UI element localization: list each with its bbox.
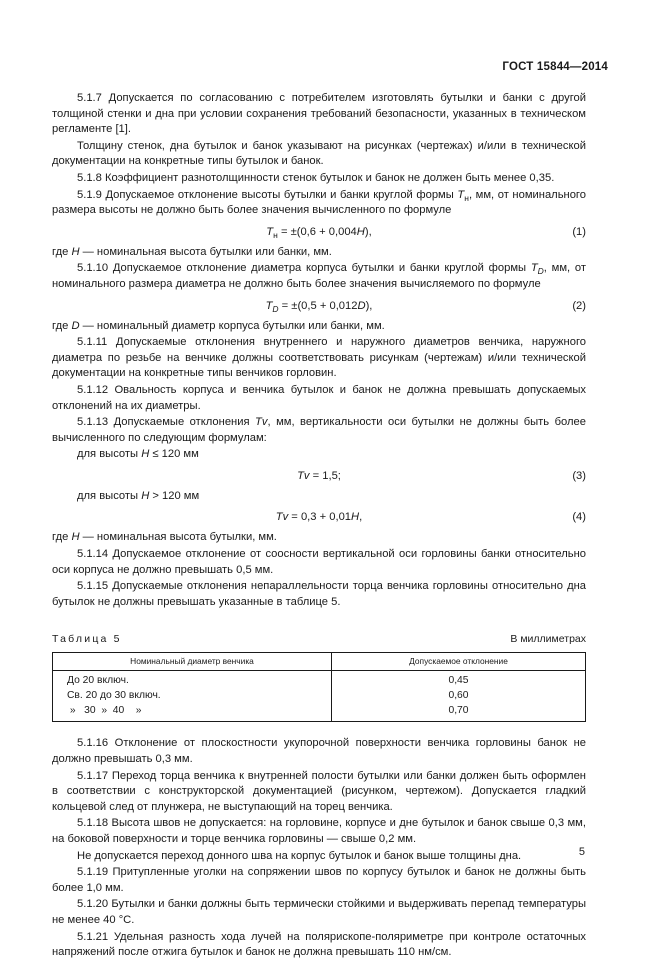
paragraph (52, 447, 586, 463)
text-run: 5.1.16 Отклонение от плоскостности укупорочной поверхности венчика горловины банок не должно превышать 0,3 мм. (52, 737, 586, 766)
formula (52, 223, 586, 241)
paragraph (52, 930, 586, 961)
paragraph (52, 769, 586, 816)
paragraph (52, 171, 586, 187)
clauses-before-table (52, 91, 586, 610)
table-cell-tolerance: 0,70 (332, 703, 586, 722)
paragraph (52, 383, 586, 414)
paragraph (52, 91, 586, 138)
formula (52, 508, 586, 526)
table-cell-diameter: Св. 20 до 30 включ. (53, 688, 332, 703)
formula-number: (2) (572, 299, 586, 312)
paragraph (52, 335, 586, 382)
table-cell-diameter: » 30 » 40 » (53, 703, 332, 722)
text-run: , мм, вертикальности оси бутылки не должны быть более вычисленного по следующим формулам: (52, 416, 586, 444)
text-run: ≤ 120 мм (149, 448, 199, 461)
clauses-after-table (52, 736, 586, 960)
paragraph (52, 849, 586, 865)
italic-symbol: H (141, 489, 150, 502)
text-run: , мм, от номинального размера диаметра не должно быть более значения вычисляемого по формуле (52, 262, 586, 290)
table-header-row (53, 653, 586, 671)
formula-number: (3) (572, 469, 586, 482)
text-run: = 0,3 + 0,01 (288, 511, 352, 524)
text-run: — номинальная высота бутылки, мм. (79, 531, 277, 544)
italic-symbol: T (266, 225, 274, 238)
column-header-diameter: Номинальный диаметр венчика (53, 653, 332, 671)
table-row (53, 671, 586, 689)
text-run: = 1,5; (309, 469, 341, 482)
italic-symbol: H (351, 511, 360, 524)
paragraph (52, 188, 586, 219)
table-caption-row (52, 632, 586, 648)
text-run: — номинальный диаметр корпуса бутылки или банки, мм. (79, 319, 385, 332)
text-run: = ±(0,5 + 0,012 (278, 299, 358, 312)
italic-symbol: T (457, 188, 465, 201)
subscript-run: D (272, 303, 279, 314)
italic-symbol: T (265, 299, 273, 312)
table-cell-tolerance: 0,45 (332, 671, 586, 689)
table-caption: Таблица 5 (52, 633, 122, 646)
paragraph (52, 816, 586, 847)
text-run: 5.1.10 Допускаемое отклонение диаметра корпуса бутылки и банки круглой формы (77, 262, 531, 275)
subscript-run: н (273, 229, 278, 240)
formula-expression (266, 226, 371, 238)
text-run: 5.1.8 Коэффициент разнотолщинности стенок бутылок и банок не должен быть менее 0,35. (77, 171, 555, 184)
document-body (52, 91, 586, 962)
text-run: Толщину стенок, дна бутылок и банок указывают на рисунках (чертежах) и/или в технической документации на конкретные типы бутылок и банок. (52, 139, 586, 168)
table-unit: В миллиметрах (510, 633, 586, 646)
formula-number: (4) (572, 511, 586, 524)
paragraph (52, 865, 586, 896)
italic-symbol: H (71, 531, 80, 544)
paragraph (52, 736, 586, 767)
page-number: 5 (578, 846, 585, 858)
table-cell-tolerance: 0,60 (332, 688, 586, 703)
text-run: 5.1.9 Допускаемое отклонение высоты бутылки и банки круглой формы (77, 188, 458, 201)
paragraph (52, 547, 586, 578)
italic-symbol: D (357, 299, 366, 312)
subscript-run: D (537, 266, 544, 277)
formula (52, 297, 586, 315)
text-run: Не допускается переход донного шва на корпус бутылок и банок выше толщины дна. (77, 849, 522, 862)
formula-expression (297, 470, 341, 482)
table-row (53, 688, 586, 703)
text-run: ), (364, 225, 372, 238)
column-header-tolerance: Допускаемое отклонение (332, 653, 586, 671)
text-run: , мм, от номинального размера высоты не должно быть более значения вычисленного по формуле (52, 188, 586, 217)
paragraph (52, 489, 586, 505)
table-cell-diameter: До 20 включ. (53, 671, 332, 689)
text-run: 5.1.12 Овальность корпуса и венчика бутылок и банок не должна превышать допускаемых отклонений на их диаметры. (52, 383, 586, 412)
paragraph (52, 897, 586, 928)
text-run: где (52, 245, 72, 258)
text-run: где (52, 531, 72, 544)
text-run: 5.1.19 Притупленные уголки на сопряжении швов по корпусу бутылок и банок не должны быть более 1,0 мм. (52, 866, 586, 894)
text-run: для высоты (77, 448, 142, 461)
text-run: ), (365, 299, 373, 312)
italic-symbol: D (71, 319, 80, 332)
text-run: 5.1.7 Допускается по согласованию с потребителем изготовлять бутылки и банки с другой толщиной стенки и дна при условии сохранения требований безопасности, указанных в техническом регламенте [1]. (52, 92, 586, 136)
text-run: где (52, 319, 72, 332)
table-5 (52, 632, 586, 722)
italic-symbol: H (71, 245, 80, 258)
paragraph (52, 415, 586, 446)
formula (52, 467, 586, 485)
text-run: 5.1.14 Допускаемое отклонение от соосности вертикальной оси горловины банки относительно оси корпуса не должно превышать 0,5 мм. (52, 548, 586, 576)
text-run: , (359, 511, 363, 524)
definition-line (52, 530, 586, 546)
italic-symbol: H (141, 448, 150, 461)
italic-symbol: T (530, 262, 538, 275)
document-code: ГОСТ 15844—2014 (502, 61, 608, 73)
italic-symbol: Tv (297, 469, 310, 482)
definition-line (52, 245, 586, 261)
subscript-run: н (464, 192, 469, 203)
text-run: 5.1.20 Бутылки и банки должны быть термически стойкими и выдерживать перепад температуры не менее 40 °С. (52, 898, 586, 926)
text-run: 5.1.13 Допускаемые отклонения (77, 416, 256, 429)
table-row (53, 703, 586, 722)
text-run: для высоты (77, 489, 142, 502)
text-run: = ±(0,6 + 0,004 (277, 225, 357, 238)
table-grid (52, 652, 586, 722)
paragraph (52, 139, 586, 170)
formula-number: (1) (572, 225, 586, 238)
paragraph (52, 579, 586, 610)
text-run: — номинальная высота бутылки или банки, мм. (79, 245, 332, 258)
paragraph (52, 261, 586, 292)
formula-expression (266, 300, 373, 312)
italic-symbol: Tv (255, 416, 268, 429)
text-run: 5.1.15 Допускаемые отклонения непараллельности торца венчика горловины относительно дна бутылок не должны превышать указанные в таблице 5. (52, 580, 586, 608)
formula-expression (276, 511, 362, 523)
italic-symbol: Tv (275, 511, 289, 524)
text-run: 5.1.17 Переход торца венчика к внутренней полости бутылки или банки должен быть оформлен в соответствии с конструкторской документацией (рисунком, чертежом). Допускается гладкий кольцевой след от плунжера, не выступающий на торец венчика. (52, 769, 586, 813)
italic-symbol: H (356, 225, 365, 238)
text-run: 5.1.18 Высота швов не допускается: на горловине, корпусе и дне бутылок и банок свыше 0,3 мм, на боковой поверхности и торце венчика горловины — свыше 0,2 мм. (52, 817, 586, 845)
text-run: 5.1.21 Удельная разность хода лучей на полярископе-поляриметре при контроле остаточных напряжений после отжига бутылок и банок не должна превышать 110 нм/см. (52, 930, 586, 959)
text-run: > 120 мм (149, 489, 200, 502)
definition-line (52, 319, 586, 335)
text-run: 5.1.11 Допускаемые отклонения внутреннего и наружного диаметров венчика, наружного диаметра по резьбе на венчике должны соответствовать рисункам (чертежам) и/или технической документации на конкретные типы венчиков горловин. (52, 336, 586, 380)
